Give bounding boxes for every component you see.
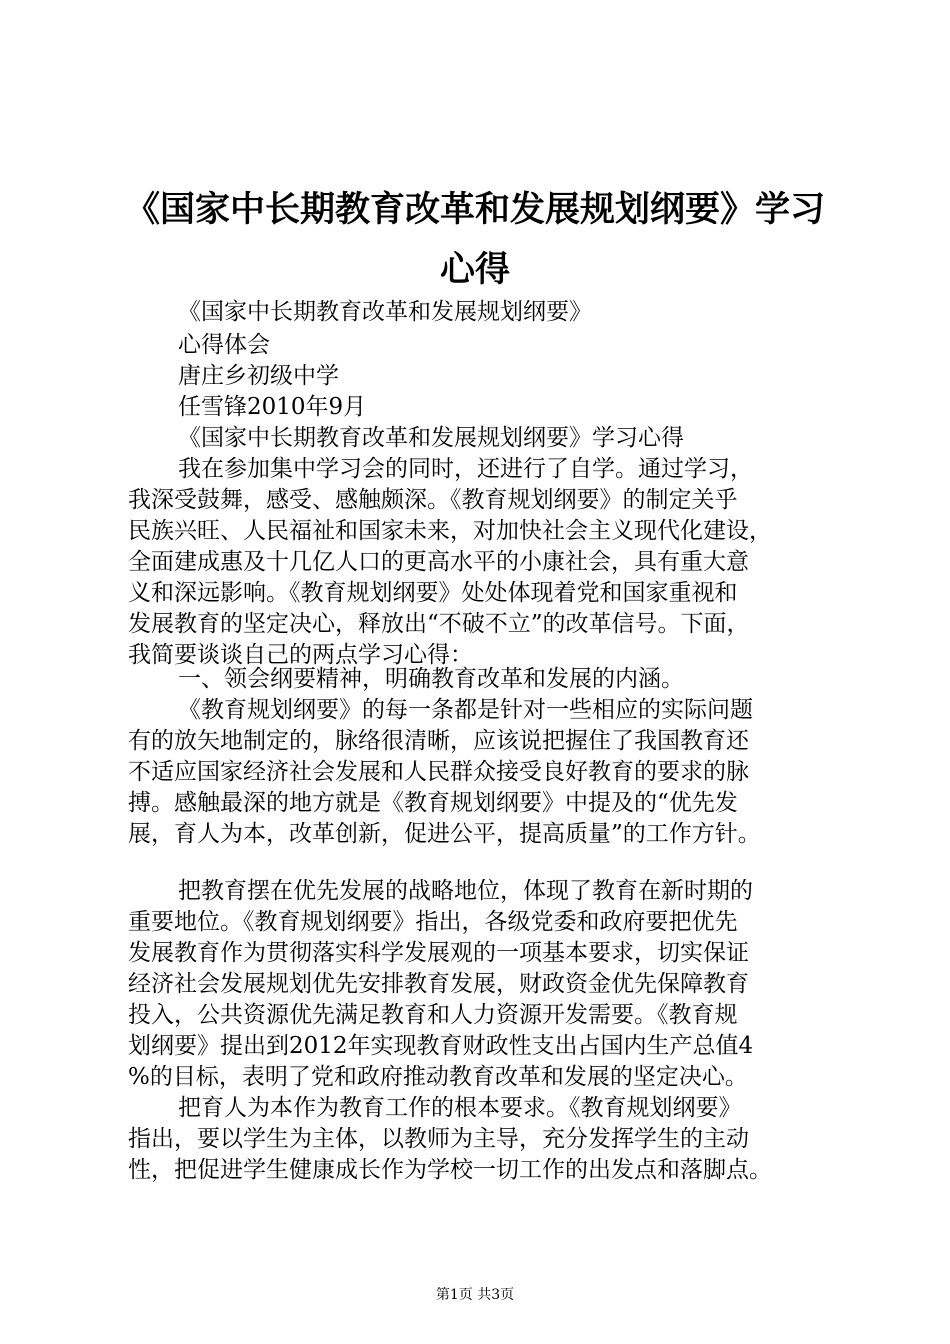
- body-line: 《教育规划纲要》的每一条都是针对一些相应的实际问题: [178, 697, 753, 723]
- body-line: 《国家中长期教育改革和发展规划纲要》学习心得: [178, 425, 684, 451]
- body-line: 我深受鼓舞，感受、感触颇深。《教育规划纲要》的制定关乎: [128, 487, 738, 513]
- body-line: 不适应国家经济社会发展和人民群众接受良好教育的要求的脉: [128, 759, 749, 785]
- body-line: 发展教育作为贯彻落实科学发展观的一项基本要求，切实保证: [128, 940, 749, 966]
- body-line: 任雪锋2010年9月: [178, 394, 367, 420]
- body-line: %的目标，表明了党和政府推动教育改革和发展的坚定决心。: [128, 1064, 748, 1090]
- body-line: 唐庄乡初级中学: [178, 363, 339, 389]
- body-line: 心得体会: [178, 332, 270, 358]
- body-line: 重要地位。《教育规划纲要》指出，各级党委和政府要把优先: [128, 909, 738, 935]
- body-line: 性，把促进学生健康成长作为学校一切工作的出发点和落脚点。: [128, 1157, 772, 1183]
- body-line: 投入，公共资源优先满足教育和人力资源开发需要。《教育规: [128, 1002, 738, 1028]
- body-line: 《国家中长期教育改革和发展规划纲要》: [178, 299, 592, 325]
- body-line: 我简要谈谈自己的两点学习心得：: [128, 642, 473, 668]
- body-line: 民族兴旺、人民福祉和国家未来，对加快社会主义现代化建设，: [128, 518, 772, 544]
- body-line: 全面建成惠及十几亿人口的更高水平的小康社会，具有重大意: [128, 549, 749, 575]
- body-line: 有的放矢地制定的，脉络很清晰，应该说把握住了我国教育还: [128, 728, 749, 754]
- document-title-line-2: 心得: [439, 250, 510, 290]
- body-line: 义和深远影响。《教育规划纲要》处处体现着党和国家重视和: [128, 580, 738, 606]
- body-line: 把育人为本作为教育工作的根本要求。《教育规划纲要》: [178, 1095, 742, 1121]
- document-title-line-1: 《国家中长期教育改革和发展规划纲要》学习: [124, 190, 825, 230]
- body-line: 展，育人为本，改革创新，促进公平，提高质量”的工作方针。: [128, 821, 761, 847]
- body-line: 我在参加集中学习会的同时，还进行了自学。通过学习，: [178, 456, 753, 482]
- page-footer: 第1页 共3页: [435, 1287, 515, 1303]
- section-heading: 一、领会纲要精神，明确教育改革和发展的内涵。: [178, 666, 684, 692]
- body-line: 把教育摆在优先发展的战略地位，体现了教育在新时期的: [178, 878, 753, 904]
- body-line: 指出，要以学生为主体，以教师为主导，充分发挥学生的主动: [128, 1126, 749, 1152]
- body-line: 划纲要》提出到2012年实现教育财政性支出占国内生产总值4: [128, 1033, 754, 1059]
- body-line: 搏。感触最深的地方就是《教育规划纲要》中提及的“优先发: [128, 790, 738, 816]
- body-line: 经济社会发展规划优先安排教育发展，财政资金优先保障教育: [128, 971, 749, 997]
- body-line: 发展教育的坚定决心，释放出“不破不立”的改革信号。下面，: [128, 611, 750, 637]
